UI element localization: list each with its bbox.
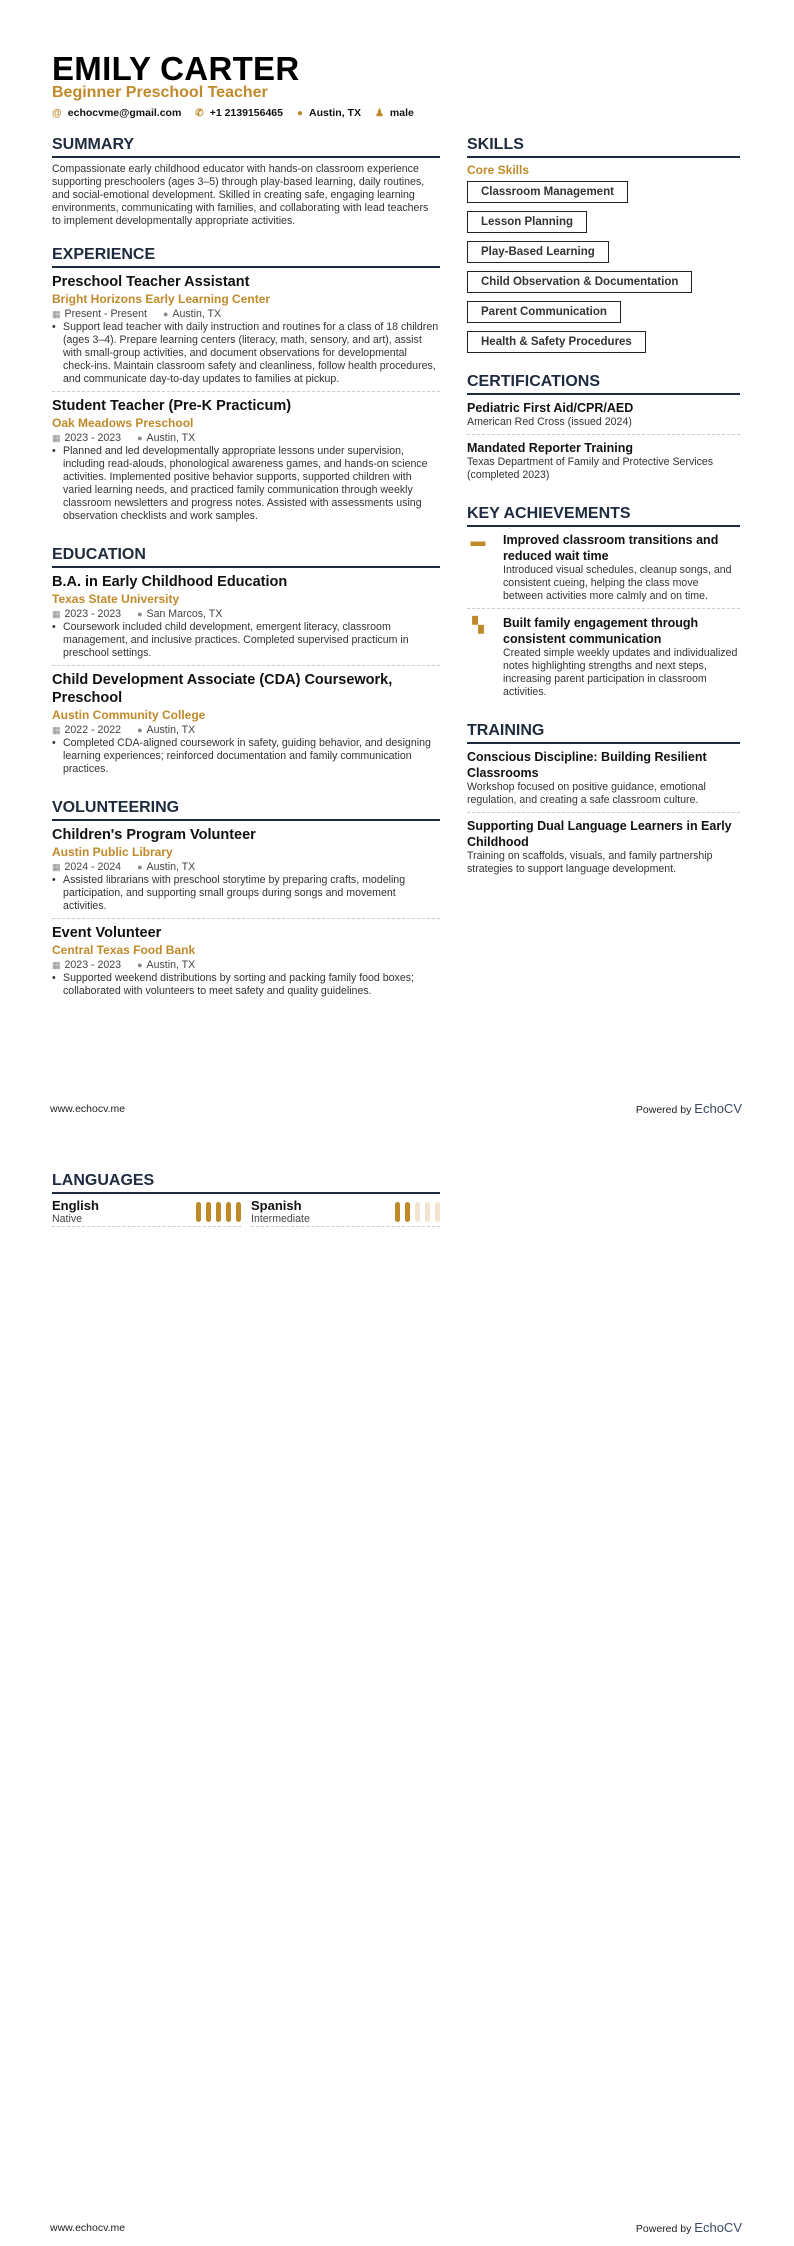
entry-bullet [52,874,440,913]
bullet-icon: • [52,621,56,633]
certification-detail: American Red Cross (issued 2024) [467,416,632,428]
languages-heading: LANGUAGES [52,1172,440,1194]
location-text: Austin, TX [146,724,196,736]
entry-meta [52,958,440,972]
training-entry [467,749,740,813]
powered-by [636,1101,742,1116]
location-text: Austin, TX [146,432,196,444]
certification-entry [467,440,740,487]
entry-organization: Oak Meadows Preschool [52,416,194,430]
rating-bar [395,1202,400,1222]
achievement-title: Built family engagement through consistent communication [503,616,699,646]
certification-title: Pediatric First Aid/CPR/AED [467,401,634,415]
contact-item [52,107,181,119]
language-entry [251,1199,440,1227]
training-title: Conscious Discipline: Building Resilient Classrooms [467,750,707,780]
language-text [251,1199,310,1225]
entry-title: Student Teacher (Pre-K Practicum) [52,398,292,414]
at-icon: @ [52,108,62,119]
phone-icon: ✆ [195,108,204,119]
certification-title: Mandated Reporter Training [467,441,633,455]
entry-dates [52,431,121,445]
calendar-icon: ▦ [52,862,61,872]
bullet-icon: • [52,874,56,886]
achievements-list [467,532,740,704]
entry-meta [52,607,440,621]
languages-list [52,1199,440,1227]
language-entry [52,1199,241,1227]
skill-tag: Lesson Planning [467,211,587,233]
clipboard-icon: ▚ [472,617,484,634]
entry-dates [52,307,147,321]
candidate-name: EMILY CARTER [52,50,300,87]
calendar-icon: ▦ [52,960,61,970]
entry-dates [52,723,121,737]
language-level: Intermediate [251,1213,310,1225]
entry-location [137,860,195,874]
volunteering-list [52,826,440,1003]
entry-title: B.A. in Early Childhood Education [52,574,288,590]
bullet-icon: • [52,321,56,333]
calendar-icon: ▦ [52,433,61,443]
location-icon: ● [137,862,143,872]
location-text: Austin, TX [146,861,196,873]
bullet-icon: • [52,972,56,984]
achievement-detail: Created simple weekly updates and individualized notes highlighting strengths and next steps, increasing parent participation in classroom activities. [503,647,738,698]
contact-text: +1 2139156465 [209,107,283,119]
entry-bullet [52,972,440,998]
location-icon: ● [137,725,143,735]
bullet-icon: • [52,445,56,457]
training-heading: TRAINING [467,722,740,744]
calendar-icon: ▦ [52,309,61,319]
bullet-text: Supported weekend distributions by sorting and packing family food boxes; collaborated with volunteers to meet safety and quality guidelines. [63,972,414,997]
location-icon: ● [137,433,143,443]
achievement-body [503,615,740,699]
education-heading: EDUCATION [52,546,440,568]
certification-entry [467,400,740,435]
skill-tag: Parent Communication [467,301,621,323]
achievement-entry [467,615,740,704]
entry-title: Preschool Teacher Assistant [52,274,250,290]
bullet-icon: • [52,737,56,749]
bullet-text: Assisted librarians with preschool storytime by preparing crafts, modeling participation, and supporting small groups during songs and movement activities. [63,874,406,912]
entry-bullet [52,737,440,776]
education-list [52,573,440,781]
left-column [52,136,440,1008]
footer-url[interactable]: www.echocv.me [50,1103,126,1115]
archive-box-icon: ▬ [470,533,486,550]
summary-text: Compassionate early childhood educator with hands-on classroom experience supporting preschoolers (ages 3–5) through play-based learning, daily routines, and social-emotional development. Skilled in creating safe, engaging learning environments, communicating with families, and collaborating with lead teachers to implement developmentally appropriate activities. [52,163,429,227]
skill-tag: Classroom Management [467,181,628,203]
bullet-text: Coursework included child development, emergent literacy, classroom management, and inclusive practices. Completed supervised practicum in preschool settings. [63,621,409,659]
entry-dates [52,607,121,621]
skill-tag: Play-Based Learning [467,241,609,263]
certifications-heading: CERTIFICATIONS [467,373,740,395]
achievement-detail: Introduced visual schedules, cleanup songs, and consistent cueing, helping the class move between activities more calmly and on time. [503,564,732,602]
rating-bar [196,1202,201,1222]
location-text: San Marcos, TX [146,608,223,620]
training-list [467,749,740,881]
entry-organization: Austin Public Library [52,845,173,859]
location-icon: ● [162,309,169,319]
entry-meta [52,431,440,445]
contact-text: male [389,107,414,119]
entry-location [137,431,195,445]
entry-organization: Central Texas Food Bank [52,943,196,957]
skill-tag: Health & Safety Procedures [467,331,646,353]
skill-tag: Child Observation & Documentation [467,271,692,293]
brand-logo: EchoCV [694,2220,742,2235]
bullet-text: Support lead teacher with daily instruction and routines for a class of 18 children (ages 3–4). Prepare learning centers (literacy, math, sensory, and art), assist with small-group activities, and document observations for developmental check-ins. Maintain classroom safety and cleanliness, follow health procedures, and communicate day-to-day updates to families at pickup. [63,321,439,385]
rating-bar [435,1202,440,1222]
contact-item [375,107,414,119]
entry-location [137,958,195,972]
dates-text: Present - Present [64,308,147,320]
bullet-text: Planned and led developmentally appropriate lessons under supervision, including read-alouds, phonological awareness games, and hands-on science activities. Implemented positive behavior supports, supported children with varied learning needs, and practiced family communication through weekly classroom newsletters and progress notes. Assisted with assessments using observation checklists and work samples. [63,445,428,522]
entry-organization: Austin Community College [52,708,206,722]
contact-text: Austin, TX [309,107,361,119]
calendar-icon: ▦ [52,725,61,735]
languages-section [52,1172,440,1227]
entry-bullet [52,621,440,660]
entry-organization: Bright Horizons Early Learning Center [52,292,271,306]
education-entry [52,573,440,666]
location-icon: ● [296,108,304,119]
rating-bar [236,1202,241,1222]
location-icon: ● [137,960,143,970]
language-level: Native [52,1213,83,1225]
entry-title: Event Volunteer [52,925,162,941]
language-rating [196,1202,241,1222]
entry-bullet [52,321,440,386]
rating-bar [216,1202,221,1222]
footer-url-2[interactable]: www.echocv.me [50,2222,126,2234]
right-column [467,136,740,886]
achievement-title: Improved classroom transitions and reduced wait time [503,533,719,563]
experience-entry [52,397,440,528]
dates-text: 2024 - 2024 [64,861,122,873]
language-name: English [52,1198,99,1213]
user-icon: ♟ [374,108,384,119]
calendar-icon: ▦ [52,609,61,619]
certification-detail: Texas Department of Family and Protective Services (completed 2023) [467,456,714,481]
dates-text: 2023 - 2023 [64,432,122,444]
experience-list [52,273,440,528]
location-icon: ● [137,609,143,619]
powered-label: Powered by [635,2223,692,2235]
training-entry [467,818,740,881]
entry-dates [52,860,121,874]
volunteering-heading: VOLUNTEERING [52,799,440,821]
entry-location [163,307,221,321]
entry-meta [52,860,440,874]
rating-bar [226,1202,231,1222]
experience-entry [52,273,440,392]
volunteering-entry [52,924,440,1003]
entry-bullet [52,445,440,523]
training-detail: Workshop focused on positive guidance, emotional regulation, and creating a safe classroom culture. [467,781,706,806]
entry-meta [52,307,440,321]
language-text [52,1199,99,1225]
experience-heading: EXPERIENCE [52,246,440,268]
education-entry [52,671,440,781]
entry-location [137,607,222,621]
entry-dates [52,958,121,972]
achievement-entry [467,532,740,609]
entry-title: Child Development Associate (CDA) Coursework, Preschool [52,672,393,706]
certifications-list [467,400,740,487]
entry-meta [52,723,440,737]
rating-bar [415,1202,420,1222]
achievements-heading: KEY ACHIEVEMENTS [467,505,740,527]
powered-label: Powered by [635,1104,692,1116]
training-title: Supporting Dual Language Learners in Early Childhood [467,819,732,849]
skills-list [467,181,740,361]
contact-bar [52,107,414,119]
entry-title: Children's Program Volunteer [52,827,256,843]
brand-logo: EchoCV [694,1101,742,1116]
volunteering-entry [52,826,440,919]
dates-text: 2022 - 2022 [64,724,122,736]
contact-item [195,107,283,119]
rating-bar [405,1202,410,1222]
dates-text: 2023 - 2023 [64,959,122,971]
dates-text: 2023 - 2023 [64,608,122,620]
achievement-body [503,532,740,603]
contact-item [297,107,361,119]
summary-heading: SUMMARY [52,136,440,158]
location-text: Austin, TX [146,959,196,971]
language-name: Spanish [251,1198,302,1213]
entry-location [137,723,195,737]
contact-text: echocvme@gmail.com [67,107,182,119]
rating-bar [206,1202,211,1222]
skills-heading: SKILLS [467,136,740,158]
training-detail: Training on scaffolds, visuals, and family partnership strategies to support language development. [467,850,713,875]
bullet-text: Completed CDA-aligned coursework in safety, guiding behavior, and designing learning experiences; reinforced documentation and family communication practices. [63,737,431,775]
rating-bar [425,1202,430,1222]
language-rating [395,1202,440,1222]
skills-subheading: Core Skills [467,163,530,177]
job-title: Beginner Preschool Teacher [52,84,268,101]
powered-by-2 [636,2220,742,2235]
location-text: Austin, TX [172,308,222,320]
entry-organization: Texas State University [52,592,180,606]
